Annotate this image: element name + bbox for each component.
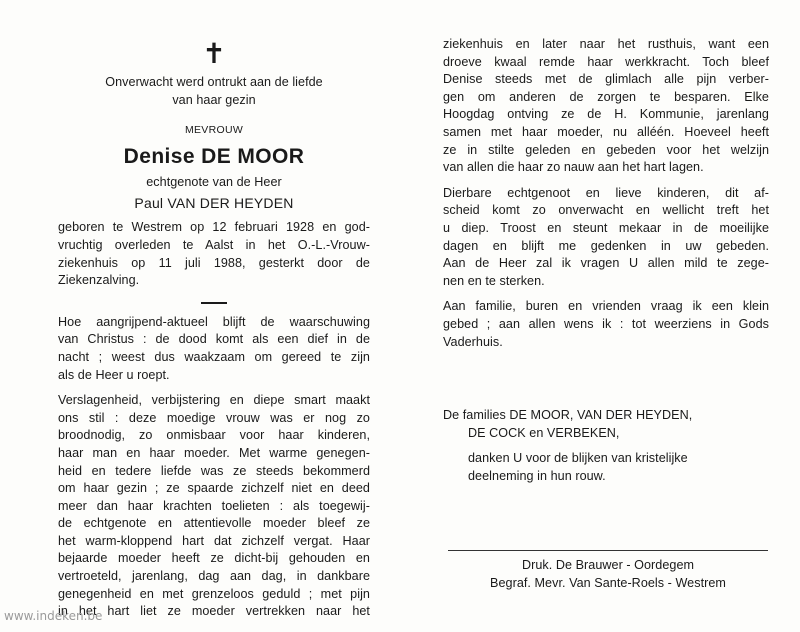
printer-credits	[448, 557, 768, 592]
text-line: droeve kwaal remde haar werkkracht. Toch bleef	[443, 54, 769, 69]
text-line: nen en te sterken.	[443, 273, 545, 288]
text-line: van allen die haar zo nauw aan het hart lagen.	[443, 160, 704, 175]
text-line: van Christus : de dood komt als een dief in de	[58, 332, 370, 347]
text-line: Vaderhuis.	[443, 334, 503, 349]
paragraph-grief	[58, 392, 370, 621]
spouse-name: Paul VAN DER HEYDEN	[134, 195, 294, 212]
left-column	[58, 37, 370, 621]
thanks-line-1: danken U voor de blijken van kristelijke	[468, 451, 688, 466]
text-line: Aan familie, buren en vrienden vraag ik een klein	[443, 299, 769, 314]
text-line: in het hart liet ze moeder vertrekken naar het	[58, 604, 370, 619]
text-line: om haar gezin ; ze spaarde zichzelf niet en deed	[58, 481, 370, 496]
printer-rule	[448, 550, 768, 551]
text-line: het warm-kloppend hart dat zichzelf vergat. Haar	[58, 533, 370, 548]
text-line: u diep. Troost en steunt mekaar in de moeilijke	[443, 220, 769, 235]
text-line: Ziekenzalving.	[58, 273, 140, 288]
text-line: meer dan haar krachten toelieten : als toegewij-	[58, 498, 370, 513]
divider	[201, 302, 227, 304]
text-line: gen om anderen de zorgen te besparen. Elke	[443, 89, 769, 104]
text-line: ziekenhuis op 11 juli 1988, gesterkt door de	[58, 255, 370, 270]
text-line: bejaarde moeder heeft ze dicht-bij gehouden en	[58, 551, 370, 566]
honorific: MEVROUW	[184, 124, 244, 137]
deceased-name: Denise DE MOOR	[123, 144, 305, 168]
paragraph-prayer	[443, 298, 769, 351]
intro-line-2: van haar gezin	[172, 92, 256, 107]
birth-paragraph	[58, 219, 370, 289]
text-line: de echtgenote en attentievolle moeder bleef ze	[58, 516, 370, 531]
text-line: heid en tedere liefde was ze steeds bekommerd	[58, 463, 370, 478]
families-line-2: DE COCK en VERBEKEN,	[468, 425, 620, 440]
intro-line-1: Onverwacht werd ontrukt aan de liefde	[105, 75, 323, 89]
watermark: www.indeken.be	[4, 609, 103, 623]
text-line: scheid komt zo onverwacht en wellicht treft het	[443, 203, 769, 218]
text-line: geboren te Westrem op 12 februari 1928 en god-	[58, 220, 370, 235]
thanks-line-2: deelneming in hun rouw.	[468, 468, 606, 483]
text-line: Hoogdag ontving ze de H. Kommunie, jarenlang	[443, 107, 769, 122]
text-line: genegenheid en met grenzeloos geduld ; met pijn	[58, 586, 370, 601]
thanks-block	[443, 450, 769, 485]
printer-line-1: Druk. De Brauwer - Oordegem	[521, 558, 695, 572]
families-block	[443, 407, 769, 442]
text-line: gebed ; aan allen wens ik : tot weerziens in Gods	[443, 316, 769, 331]
text-line: Verslagenheid, verbijstering en diepe smart maakt	[58, 393, 370, 408]
text-line: Aan de Heer zal ik vragen U allen mild te zege-	[443, 256, 769, 271]
printer-line-2: Begraf. Mevr. Van Sante-Roels - Westrem	[490, 575, 726, 590]
text-line: broodnodig, zo onmisbaar voor haar kinderen,	[58, 428, 370, 443]
text-line: ziekenhuis en later naar het rusthuis, want een	[443, 37, 769, 51]
text-line: vertroeteld, jarenlang, dag aan dag, in dankbare	[58, 569, 370, 584]
text-line: Dierbare echtgenoot en lieve kinderen, dit af-	[443, 185, 769, 200]
text-line: Denise steeds met de glimlach alle pijn verber-	[443, 72, 769, 87]
cross-icon: ✝	[202, 37, 226, 70]
spouse-intro: echtgenote van de Heer	[146, 174, 282, 189]
text-line: haar man en haar moeder. Met warme genegen-	[58, 445, 370, 460]
text-line: nacht ; weest dus waakzaam om gereed te zijn	[58, 349, 370, 364]
right-column	[443, 36, 769, 485]
text-line: ons stil : deze moedige vrouw was er nog zo	[58, 410, 370, 425]
families-line-1: De families DE MOOR, VAN DER HEYDEN,	[443, 408, 693, 423]
text-line: samen met haar moeder, nu alléén. Hoeveel heeft	[443, 124, 769, 139]
text-line: vruchtig overleden te Aalst in het O.-L.-Vrouw-	[58, 237, 370, 252]
paragraph-illness	[443, 36, 769, 177]
paragraph-warning	[58, 314, 370, 384]
text-line: ze in stilte geleden en gebeden voor het welzijn	[443, 142, 769, 157]
text-line: Hoe aangrijpend-aktueel blijft de waarschuwing	[58, 314, 370, 329]
paragraph-farewell	[443, 185, 769, 291]
text-line: dagen en blijft me gedenken in uw gebeden.	[443, 238, 769, 253]
text-line: als de Heer u roept.	[58, 367, 170, 382]
